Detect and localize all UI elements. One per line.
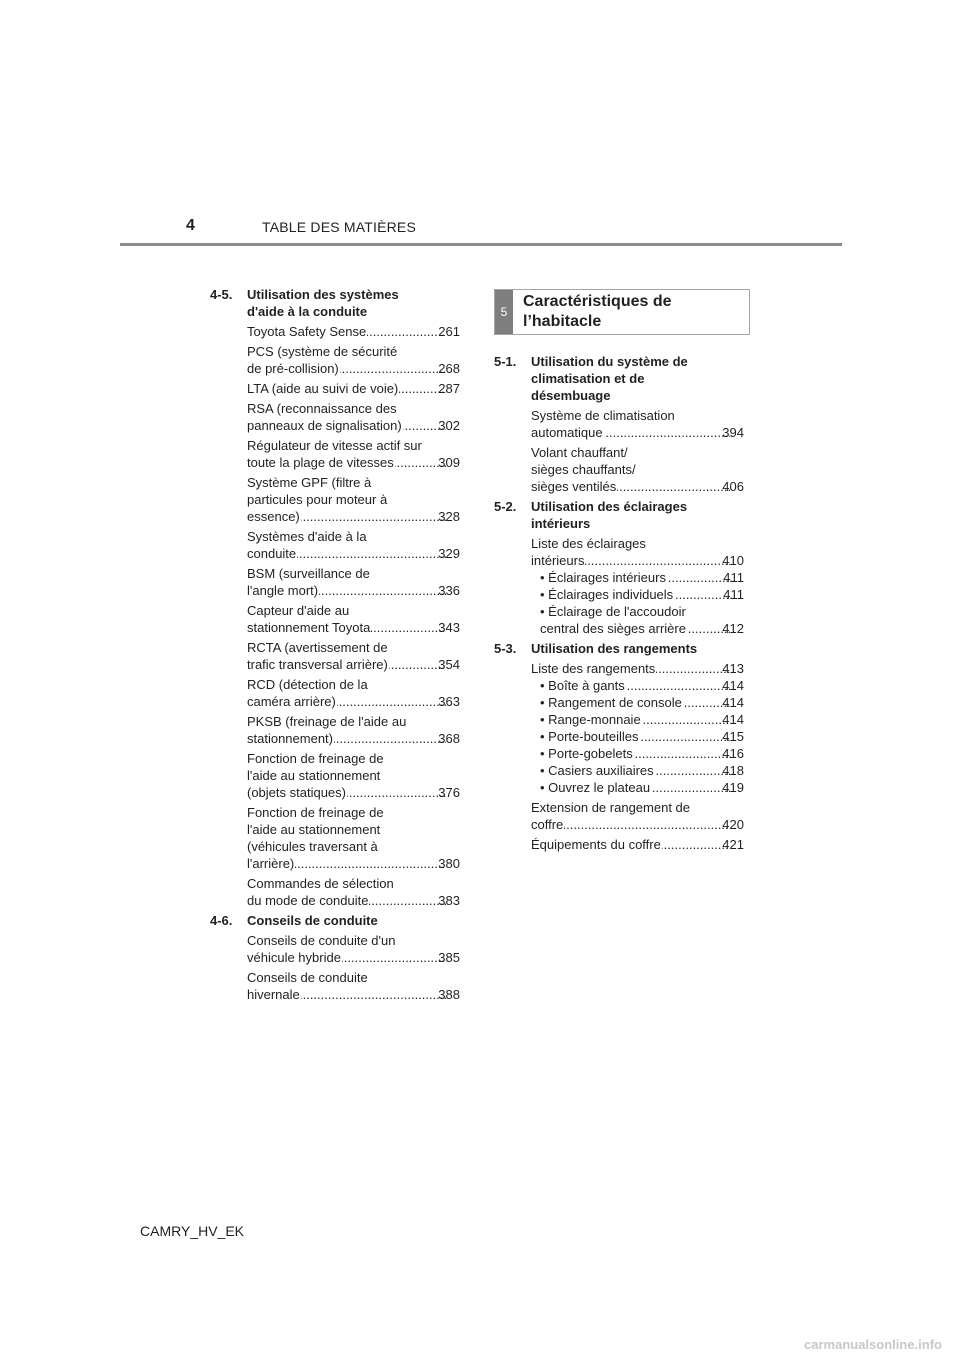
page-ref: 414 [722,678,744,693]
entry-text: véhicule hybride [247,950,341,965]
entry-line [247,949,460,966]
dot-leader [367,323,446,340]
entry-line: (véhicules traversant à [247,839,378,854]
entry-line: Capteur d'aide au [247,603,350,618]
dot-leader [651,779,731,796]
entry-line [531,660,744,677]
entry-text: toute la plage de vitesses [247,455,394,470]
entry-line: particules pour moteur à [247,492,388,507]
page-ref: 343 [438,620,460,635]
entry-text: l'angle mort) [247,583,319,598]
dot-leader [301,986,447,1003]
page-ref: 268 [438,361,460,376]
page-ref: 413 [722,661,744,676]
page-ref: 418 [722,763,744,778]
page-number: 4 [186,217,195,234]
page-ref: 368 [438,731,460,746]
dot-leader [301,508,447,525]
entry-line [247,855,460,872]
entry-line [247,417,460,434]
section-title-line: Conseils de conduite [247,913,378,928]
watermark: carmanualsonline.info [804,1337,942,1352]
dot-leader [617,478,730,495]
toc-entry [531,836,744,853]
section-title-line: Utilisation des éclairages [531,499,688,514]
entry-text: conduite [247,546,297,561]
page-ref: 328 [438,509,460,524]
toc-entry [247,400,460,434]
entry-line: Système de climatisation [531,408,675,423]
dot-leader [655,762,732,779]
entry-line [531,836,744,853]
dot-leader [342,949,446,966]
toc-sub-entry [540,779,744,796]
entry-text: • Boîte à gants [540,678,625,693]
section-title-line: Utilisation des systèmes [247,287,399,302]
entry-text: du mode de conduite [247,893,369,908]
header-rule [120,243,842,246]
entry-text: • Éclairages intérieurs [540,570,666,585]
section-heading [210,286,460,320]
page-ref: 329 [438,546,460,561]
footer-code: CAMRY_HV_EK [140,1223,245,1239]
toc-sub-entry [540,711,744,728]
entry-text: stationnement Toyota [247,620,371,635]
entry-line: Conseils de conduite d'un [247,933,396,948]
page-ref: 354 [438,657,460,672]
entry-line [247,784,460,801]
toc-entry [247,602,460,636]
toc-entry [247,380,460,397]
entry-text: Liste des rangements [531,661,656,676]
dot-leader [334,730,446,747]
page-ref: 385 [438,950,460,965]
entry-text: • Éclairages individuels [540,587,674,602]
section-heading [494,353,744,404]
toc-sub-list [540,677,744,796]
entry-line: RCTA (avertissement de [247,640,388,655]
page-ref: 388 [438,987,460,1002]
dot-leader [604,424,731,441]
entry-line [247,454,460,471]
toc-entry [247,474,460,525]
page-ref: 336 [438,583,460,598]
toc-entry [247,323,460,340]
page-ref: 414 [722,712,744,727]
entry-line [247,360,460,377]
entry-text: (objets statiques) [247,785,346,800]
page-ref: 309 [438,455,460,470]
chapter-title [523,292,672,332]
chapter-tab: 5 [495,290,513,334]
section-title-line: Utilisation du système de [531,354,688,369]
entry-line: Liste des éclairages [531,536,646,551]
page-ref: 414 [722,695,744,710]
toc-entry [531,660,744,796]
entry-line [247,545,460,562]
section-title-line: intérieurs [531,516,591,531]
section-number: 4-5. [210,287,233,302]
entry-line: RCD (détection de la [247,677,368,692]
entry-line: PCS (système de sécurité [247,344,398,359]
section-number: 4-6. [210,913,233,928]
page-ref: 363 [438,694,460,709]
entry-line: Fonction de freinage de [247,805,384,820]
dot-leader [585,552,730,569]
entry-text: LTA (aide au suivi de voie) [247,381,399,396]
toc-left-column [210,286,460,1006]
entry-text: • Casiers auxiliaires [540,763,654,778]
entry-text: • Porte-gobelets [540,746,633,761]
entry-text: l'arrière) [247,856,295,871]
toc-sub-entry [540,677,744,694]
entry-line [247,380,460,397]
toc-sub-entry [540,745,744,762]
page-ref: 380 [438,856,460,871]
dot-leader [297,545,446,562]
entry-text: de pré-collision) [247,361,339,376]
entry-line [247,582,460,599]
page-ref: 394 [722,425,744,440]
entry-line [247,693,460,710]
dot-leader [564,816,730,833]
page-ref: 416 [722,746,744,761]
section-heading [210,912,460,929]
entry-line: PKSB (freinage de l'aide au [247,714,407,729]
entry-line [247,508,460,525]
entry-line: l'aide au stationnement [247,822,381,837]
entry-text: essence) [247,509,300,524]
page-ref: 376 [438,785,460,800]
toc-sub-list [540,569,744,637]
entry-text: coffre [531,817,564,832]
dot-leader [347,784,446,801]
entry-text: automatique [531,425,603,440]
section-number: 5-2. [494,499,517,514]
entry-line [540,728,744,745]
toc-sub-entry [540,728,744,745]
toc-entry [531,444,744,495]
entry-text: trafic transversal arrière) [247,657,388,672]
entry-text: sièges ventilés [531,479,617,494]
entry-line: Volant chauffant/ [531,445,628,460]
entry-line: sièges chauffants/ [531,462,636,477]
entry-line [540,586,744,603]
section-number: 5-1. [494,354,517,369]
entry-text: panneaux de signalisation) [247,418,402,433]
entry-line: Fonction de freinage de [247,751,384,766]
entry-text: • Ouvrez le plateau [540,780,651,795]
entry-line [531,552,744,569]
toc-right-column [494,353,744,856]
toc-entry [247,676,460,710]
entry-line [247,656,460,673]
header-title: TABLE DES MATIÈRES [262,219,417,235]
entry-line: l'aide au stationnement [247,768,381,783]
chapter-title-line: Caractéristiques de [523,293,672,310]
page-ref: 383 [438,893,460,908]
entry-line: Commandes de sélection [247,876,394,891]
toc-entry [247,932,460,966]
toc-sub-entry [540,762,744,779]
toc-sub-entry [540,694,744,711]
page-ref: 412 [722,621,744,636]
toc-entry [247,343,460,377]
toc-entry [247,437,460,471]
dot-leader [371,619,446,636]
page-ref: 261 [438,324,460,339]
page-ref: 302 [438,418,460,433]
dot-leader [319,582,446,599]
toc-entry [531,535,744,637]
entry-line [540,620,744,637]
section-title-line: climatisation et de [531,371,645,386]
toc-entry [531,407,744,441]
toc-entry [247,528,460,562]
entry-line: BSM (surveillance de [247,566,370,581]
entry-line [247,986,460,1003]
entry-text: intérieurs [531,553,585,568]
section-title-line: d'aide à la conduite [247,304,368,319]
entry-line [540,677,744,694]
entry-line [540,694,744,711]
entry-text: central des sièges arrière [540,621,686,636]
entry-text: Équipements du coffre [531,837,661,852]
entry-line [540,711,744,728]
toc-sub-entry [540,586,744,603]
page-ref: 419 [722,780,744,795]
page-ref: 410 [722,553,744,568]
dot-leader [340,360,447,377]
dot-leader [642,711,732,728]
toc-entry [247,969,460,1003]
page-ref: 420 [722,817,744,832]
chapter-title-line: l’habitacle [523,313,602,330]
page-ref: 287 [438,381,460,396]
page-ref: 421 [722,837,744,852]
dot-leader [656,660,730,677]
page-ref: 415 [722,729,744,744]
toc-entry [247,875,460,909]
toc-entry [247,565,460,599]
entry-text: • Porte-bouteilles [540,729,639,744]
dot-leader [634,745,732,762]
entry-line [247,892,460,909]
dot-leader [640,728,732,745]
toc-entry [247,750,460,801]
toc-entry [247,639,460,673]
entry-line [247,730,460,747]
chapter-box [494,289,750,335]
entry-line: RSA (reconnaissance des [247,401,397,416]
entry-line: Conseils de conduite [247,970,368,985]
dot-leader [337,693,446,710]
entry-text: Toyota Safety Sense [247,324,367,339]
page-ref: 406 [722,479,744,494]
entry-line: • Éclairage de l'accoudoir [540,604,686,619]
section-number: 5-3. [494,641,517,656]
entry-text: stationnement) [247,731,333,746]
entry-line [540,569,744,586]
toc-entry [247,713,460,747]
dot-leader [626,677,732,694]
section-title-line: désembuage [531,388,611,403]
entry-line [531,816,744,833]
dot-leader [369,892,446,909]
section-title-line: Utilisation des rangements [531,641,698,656]
page-ref: 411 [723,587,744,602]
entry-line [531,424,744,441]
entry-line: Régulateur de vitesse actif sur [247,438,422,453]
toc-sub-entry [540,569,744,586]
entry-line [540,779,744,796]
dot-leader [295,855,446,872]
entry-line [247,619,460,636]
toc-entry [531,799,744,833]
section-heading [494,640,744,657]
entry-line: Systèmes d'aide à la [247,529,367,544]
entry-text: • Range-monnaie [540,712,641,727]
dot-leader [662,836,730,853]
entry-line [540,745,744,762]
entry-text: caméra arrière) [247,694,336,709]
toc-entry [247,804,460,872]
toc-sub-entry [540,603,744,637]
entry-line [540,762,744,779]
page-ref: 411 [723,570,744,585]
entry-text: hivernale [247,987,300,1002]
entry-line: Extension de rangement de [531,800,690,815]
entry-line [531,478,744,495]
entry-text: • Rangement de console [540,695,682,710]
entry-line [247,323,460,340]
entry-line: Système GPF (filtre à [247,475,372,490]
section-heading [494,498,744,532]
